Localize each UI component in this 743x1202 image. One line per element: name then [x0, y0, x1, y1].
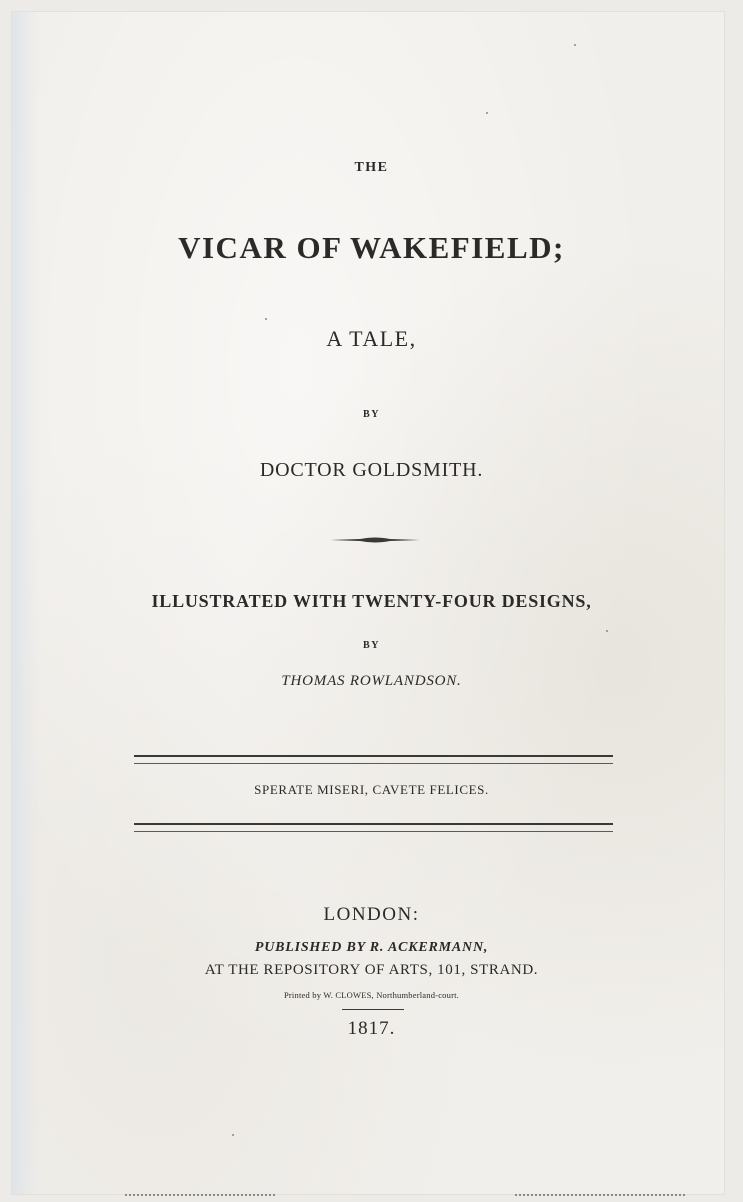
paper-speck — [486, 112, 488, 114]
publication-year: 1817. — [347, 1018, 396, 1039]
imprint-address: AT THE REPOSITORY OF ARTS, 101, STRAND. — [204, 962, 539, 978]
illustration-statement: ILLUSTRATED WITH TWENTY-FOUR DESIGNS, — [151, 591, 592, 611]
by-label-author: BY — [363, 409, 380, 420]
author-name: DOCTOR GOLDSMITH. — [259, 459, 484, 481]
imprint-short-rule — [342, 1009, 404, 1010]
epigraph-motto: SPERATE MISERI, CAVETE FELICES. — [254, 782, 489, 797]
ornamental-rule-icon — [330, 535, 420, 545]
printer-credit: Printed by W. CLOWES, Northumberland-court. — [283, 990, 460, 1000]
paper-speck — [574, 44, 576, 46]
double-rule-bottom — [134, 823, 613, 832]
cropped-inventory-mark — [125, 1194, 275, 1202]
book-subtitle: A TALE, — [326, 326, 417, 351]
imprint-publisher: PUBLISHED BY R. ACKERMANN, — [254, 940, 489, 955]
imprint-city: LONDON: — [323, 904, 420, 925]
paper-speck — [265, 318, 267, 320]
illustrator-name: THOMAS ROWLANDSON. — [281, 673, 462, 689]
paper-speck — [606, 630, 608, 632]
by-label-illustrator: BY — [363, 640, 380, 651]
paper-speck — [232, 1134, 234, 1136]
book-title: VICAR OF WAKEFIELD; — [178, 230, 565, 265]
title-article: THE — [354, 160, 389, 175]
cropped-inventory-mark — [515, 1194, 685, 1202]
double-rule-top — [134, 755, 613, 764]
